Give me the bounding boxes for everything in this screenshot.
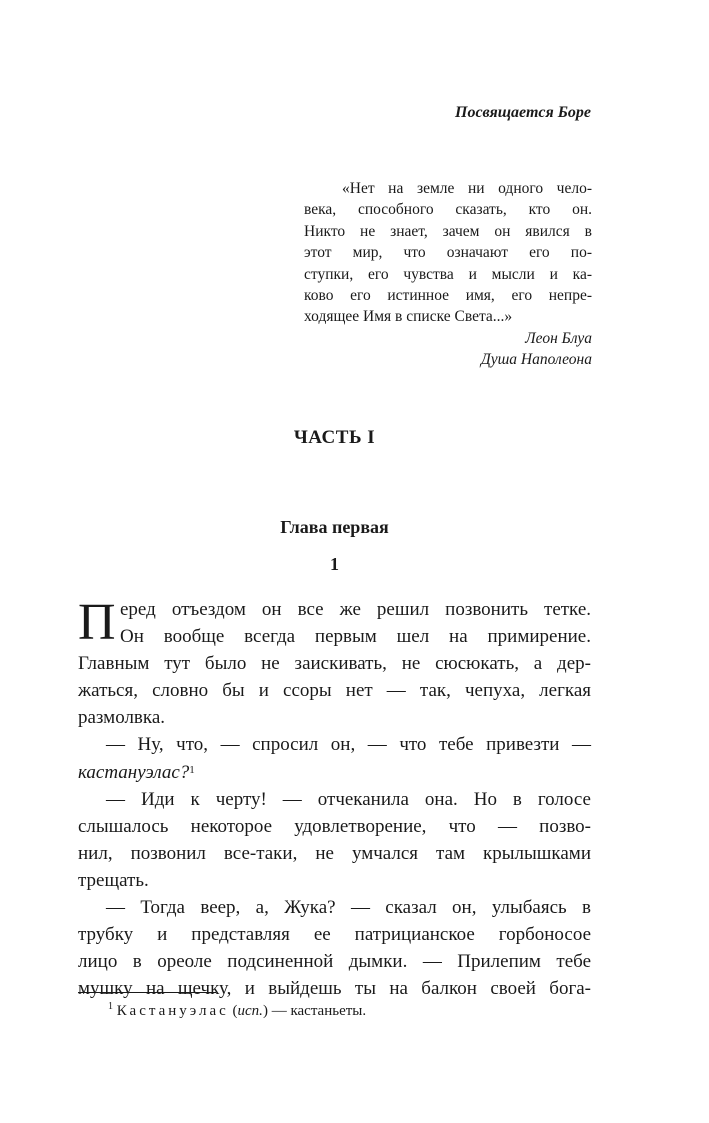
body-line: лицо в ореоле подсиненной дымки. — Прилепим тебе [78, 951, 591, 973]
body-line: трубку и представляя ее патрицианское горбоносое [78, 924, 591, 946]
body-line: жаться, словно бы и ссоры нет — так, чепуха, легкая [78, 680, 591, 702]
part-title: ЧАСТЬ I [293, 427, 376, 448]
body-text [78, 596, 591, 1002]
body-line: Он вообще всегда первым шел на примирение. [120, 626, 591, 648]
body-line-footnoted [78, 759, 591, 786]
dedication: Посвящается Боре [455, 104, 591, 121]
footnote: $^1$ Кастануэлас (исп.) — кастаньеты. [108, 1001, 367, 1019]
footnote-language: исп. [237, 1003, 263, 1019]
epigraph-line: века, способного сказать, кто он. [304, 201, 592, 219]
drop-cap: П [78, 594, 116, 651]
epigraph-line: Никто не знает, зачем он явился в [304, 222, 592, 240]
body-line: — Тогда веер, а, Жука? — сказал он, улыбаясь в [106, 897, 591, 919]
body-line: размолвка. [78, 707, 166, 729]
foreign-term: кастануэлас? [78, 761, 190, 783]
epigraph-line: ково его истинное имя, его непре- [304, 287, 592, 305]
epigraph-line: «Нет на земле ни одного чело- [342, 180, 592, 197]
epigraph-author: Леон Блуа [525, 329, 592, 347]
epigraph [304, 178, 592, 371]
opening-paragraph [78, 596, 591, 650]
body-line: мушку на щечку, и выйдешь ты на балкон своей бога- [78, 978, 591, 1000]
epigraph-source: Душа Наполеона [480, 351, 592, 369]
body-line: трещать. [78, 869, 149, 891]
epigraph-line: ступки, его чувства и мысли и ка- [304, 265, 592, 283]
footnote-reference[interactable]: 1 [189, 763, 195, 776]
body-line: — Иди к черту! — отчеканила она. Но в голосе [106, 788, 591, 810]
section-number: 1 [330, 554, 339, 574]
footnote-definition: — кастаньеты. [271, 1003, 367, 1019]
body-line: еред отъездом он все же решил позвонить тетке. [120, 599, 591, 620]
body-line: нил, позвонил все-таки, не умчался там крылышками [78, 842, 591, 864]
epigraph-line: ходящее Имя в списке Света...» [304, 308, 513, 326]
chapter-title: Глава первая [280, 517, 389, 537]
body-line: слышалось некоторое удовлетворение, что — позво- [78, 815, 591, 837]
footnote-term: Кастануэлас [116, 1003, 229, 1019]
body-line: — Ну, что, — спросил он, — что тебе привезти — [106, 734, 591, 756]
body-line: Главным тут было не заискивать, не сюсюкать, а дер- [78, 653, 591, 675]
footnote-divider [78, 992, 216, 993]
footnote-marker: 1 [108, 1001, 113, 1012]
epigraph-line: этот мир, что означают его по- [304, 244, 592, 262]
